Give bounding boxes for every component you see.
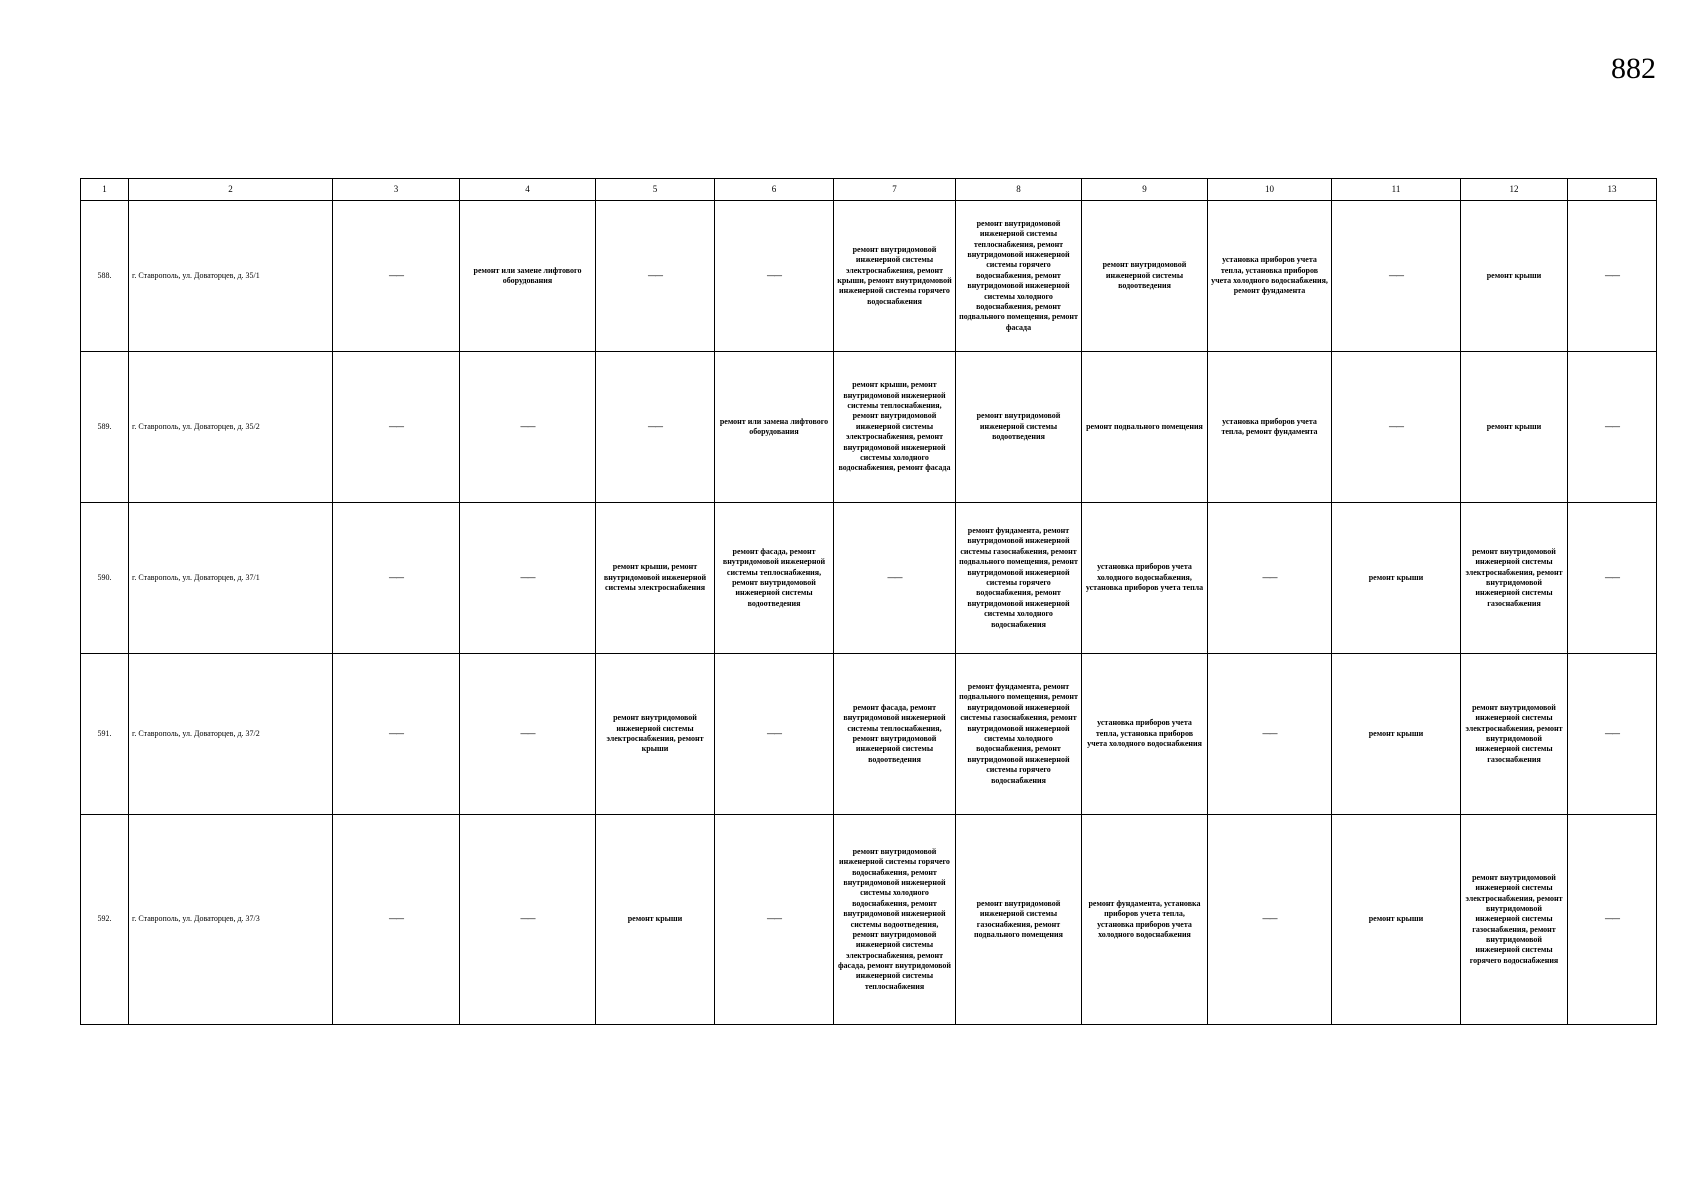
column-header: 13 [1568, 179, 1657, 201]
table-cell: —— [333, 503, 460, 654]
table-cell: установка приборов учета холодного водоснабжения, установка приборов учета тепла [1082, 503, 1208, 654]
table-cell: ремонт крыши [596, 815, 715, 1025]
table-cell: —— [333, 201, 460, 352]
table-cell: ремонт крыши, ремонт внутридомовой инженерной системы теплоснабжения, ремонт внутридомовой инженерной системы электроснабжения, ремонт внутридомовой инженерной системы холодного водоснабжения, ремонт фасада [834, 352, 956, 503]
table-cell: ремонт фундамента, ремонт внутридомовой инженерной системы газоснабжения, ремонт подвального помещения, ремонт внутридомовой инженерной системы горячего водоснабжения, ремонт внутридомовой инженерной системы холодного водоснабжения [956, 503, 1082, 654]
table-cell: —— [715, 815, 834, 1025]
column-header: 7 [834, 179, 956, 201]
row-number: 588. [81, 201, 129, 352]
column-header: 5 [596, 179, 715, 201]
table-cell: —— [333, 654, 460, 815]
row-number: 592. [81, 815, 129, 1025]
table-cell: ремонт внутридомовой инженерной системы водоотведения [1082, 201, 1208, 352]
column-header: 3 [333, 179, 460, 201]
table-cell: ремонт внутридомовой инженерной системы горячего водоснабжения, ремонт внутридомовой инженерной системы холодного водоснабжения, ремонт внутридомовой инженерной системы водоотведения, ремонт внутридомовой инженерной системы электроснабжения, ремонт фасада, ремонт внутридомовой инженерной системы теплоснабжения [834, 815, 956, 1025]
table-cell: ремонт крыши [1332, 654, 1461, 815]
repair-program-table [80, 178, 1657, 1025]
table-cell: —— [460, 352, 596, 503]
table-cell: ремонт крыши [1332, 815, 1461, 1025]
row-number: 591. [81, 654, 129, 815]
table-cell: ремонт или замене лифтового оборудования [460, 201, 596, 352]
table-cell: —— [1568, 503, 1657, 654]
table-row [81, 201, 1657, 352]
column-header: 2 [129, 179, 333, 201]
table-cell: —— [1568, 654, 1657, 815]
table-cell: ремонт фасада, ремонт внутридомовой инженерной системы теплоснабжения, ремонт внутридомовой инженерной системы водоотведения [715, 503, 834, 654]
address-cell: г. Ставрополь, ул. Доваторцев, д. 37/2 [129, 654, 333, 815]
table-cell: —— [1208, 815, 1332, 1025]
column-header: 1 [81, 179, 129, 201]
column-header: 11 [1332, 179, 1461, 201]
page-number: 882 [1611, 52, 1656, 85]
row-number: 589. [81, 352, 129, 503]
table-cell: —— [1568, 815, 1657, 1025]
table-cell: установка приборов учета тепла, установка приборов учета холодного водоснабжения [1082, 654, 1208, 815]
table-cell: —— [333, 815, 460, 1025]
table-row [81, 352, 1657, 503]
table-cell: ремонт крыши [1332, 503, 1461, 654]
table-cell: ремонт подвального помещения [1082, 352, 1208, 503]
table-row [81, 654, 1657, 815]
column-header: 4 [460, 179, 596, 201]
table-cell: ремонт внутридомовой инженерной системы электроснабжения, ремонт крыши [596, 654, 715, 815]
table-cell: —— [715, 201, 834, 352]
table-cell: ремонт внутридомовой инженерной системы теплоснабжения, ремонт внутридомовой инженерной системы горячего водоснабжения, ремонт внутридомовой инженерной системы холодного водоснабжения, ремонт подвального помещения, ремонт фасада [956, 201, 1082, 352]
address-cell: г. Ставрополь, ул. Доваторцев, д. 37/3 [129, 815, 333, 1025]
table-cell: —— [1332, 201, 1461, 352]
row-number: 590. [81, 503, 129, 654]
table-cell: —— [460, 815, 596, 1025]
table-row [81, 503, 1657, 654]
column-header: 10 [1208, 179, 1332, 201]
table-cell: ремонт фундамента, ремонт подвального помещения, ремонт внутридомовой инженерной системы газоснабжения, ремонт внутридомовой инженерной системы холодного водоснабжения, ремонт внутридомовой инженерной системы горячего водоснабжения [956, 654, 1082, 815]
table-cell: —— [460, 654, 596, 815]
table-cell: ремонт внутридомовой инженерной системы электроснабжения, ремонт крыши, ремонт внутридомовой инженерной системы горячего водоснабжения [834, 201, 956, 352]
table-cell: установка приборов учета тепла, ремонт фундамента [1208, 352, 1332, 503]
table-cell: —— [1332, 352, 1461, 503]
column-header: 8 [956, 179, 1082, 201]
table-cell: ремонт крыши [1461, 201, 1568, 352]
table-cell: —— [1208, 503, 1332, 654]
table-cell: ремонт внутридомовой инженерной системы электроснабжения, ремонт внутридомовой инженерной системы газоснабжения [1461, 654, 1568, 815]
table-cell: —— [1568, 352, 1657, 503]
table-cell: ремонт фасада, ремонт внутридомовой инженерной системы теплоснабжения, ремонт внутридомовой инженерной системы водоотведения [834, 654, 956, 815]
address-cell: г. Ставрополь, ул. Доваторцев, д. 35/2 [129, 352, 333, 503]
table-cell: —— [460, 503, 596, 654]
table-cell: ремонт фундамента, установка приборов учета тепла, установка приборов учета холодного водоснабжения [1082, 815, 1208, 1025]
address-cell: г. Ставрополь, ул. Доваторцев, д. 37/1 [129, 503, 333, 654]
table-row [81, 815, 1657, 1025]
table-cell: —— [1208, 654, 1332, 815]
table-cell: —— [333, 352, 460, 503]
table-cell: —— [715, 654, 834, 815]
table-cell: ремонт внутридомовой инженерной системы водоотведения [956, 352, 1082, 503]
table-cell: ремонт внутридомовой инженерной системы электроснабжения, ремонт внутридомовой инженерной системы газоснабжения, ремонт внутридомовой инженерной системы горячего водоснабжения [1461, 815, 1568, 1025]
table-cell: ремонт крыши [1461, 352, 1568, 503]
table-cell: —— [834, 503, 956, 654]
table-cell: ремонт или замена лифтового оборудования [715, 352, 834, 503]
table-cell: ремонт внутридомовой инженерной системы газоснабжения, ремонт подвального помещения [956, 815, 1082, 1025]
column-header: 6 [715, 179, 834, 201]
column-header: 12 [1461, 179, 1568, 201]
table-cell: установка приборов учета тепла, установка приборов учета холодного водоснабжения, ремонт фундамента [1208, 201, 1332, 352]
table-cell: ремонт крыши, ремонт внутридомовой инженерной системы электроснабжения [596, 503, 715, 654]
table-cell: —— [1568, 201, 1657, 352]
address-cell: г. Ставрополь, ул. Доваторцев, д. 35/1 [129, 201, 333, 352]
column-number-header-row [81, 179, 1657, 201]
table-cell: —— [596, 201, 715, 352]
table-cell: ремонт внутридомовой инженерной системы электроснабжения, ремонт внутридомовой инженерной системы газоснабжения [1461, 503, 1568, 654]
table-cell: —— [596, 352, 715, 503]
column-header: 9 [1082, 179, 1208, 201]
